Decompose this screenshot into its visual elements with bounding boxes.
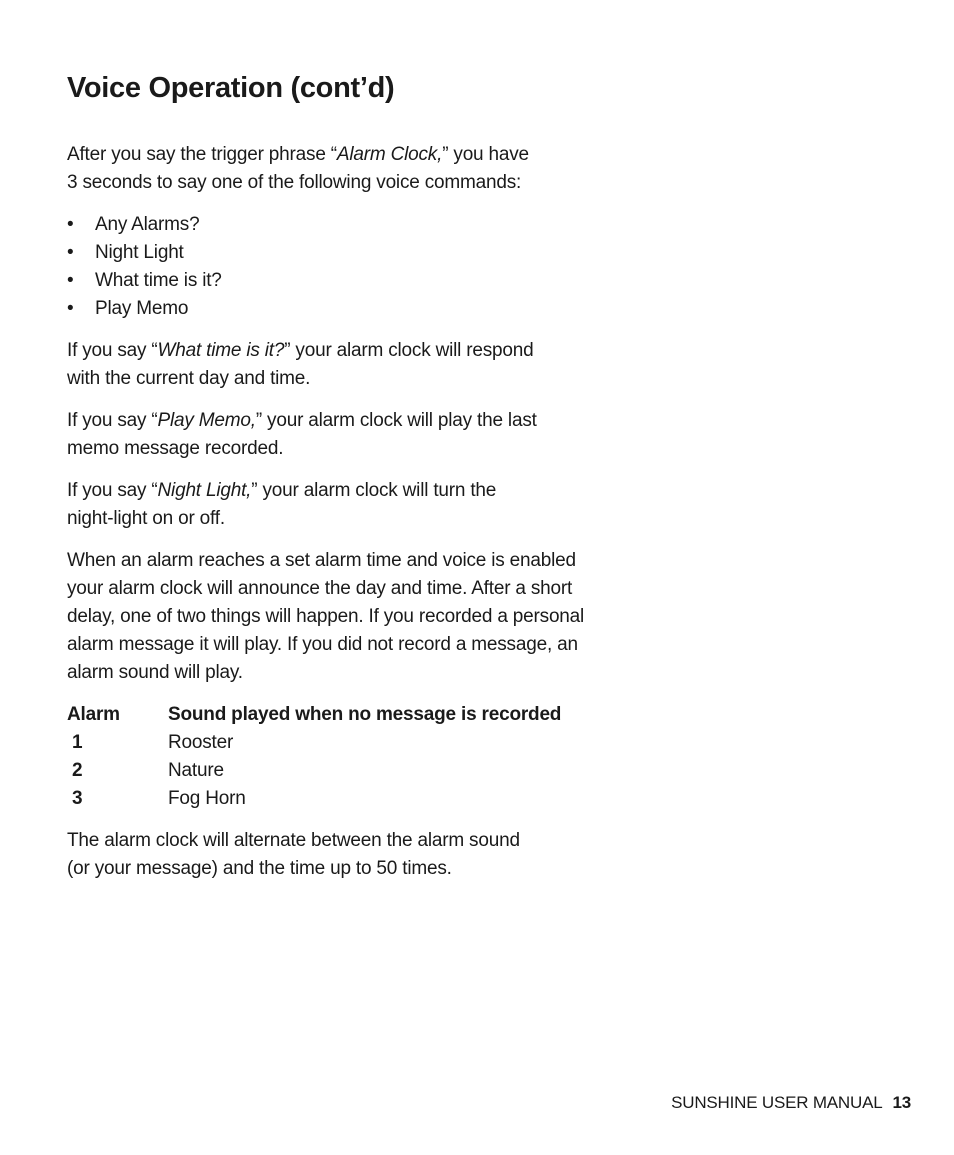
page-footer [671, 1092, 911, 1114]
bullet: • [67, 270, 74, 291]
list-item: • Any Alarms? [67, 211, 687, 239]
play-memo-paragraph: If you say “Play Memo,” your alarm clock will play the last memo message recorded. [67, 410, 537, 459]
what-time-paragraph: If you say “What time is it?” your alarm clock will respond with the current day and time. [67, 340, 534, 389]
alarm-paragraph: When an alarm reaches a set alarm time and voice is enabled your alarm clock will announce the day and time. After a short delay, one of two things will happen. If you recorded a personal alarm message it will play. If you did not record a message, an alarm sound will play. [67, 550, 585, 683]
column-header-sound: Sound played when no message is recorded [168, 704, 562, 725]
night-light-paragraph: If you say “Night Light,” your alarm clock will turn the night-light on or off. [67, 480, 497, 529]
bullet: • [67, 242, 74, 263]
alarm-number: 2 [72, 760, 83, 781]
page-title: Voice Operation (cont’d) [67, 72, 395, 104]
page-body [67, 141, 687, 897]
alarm-sound: Fog Horn [168, 788, 246, 809]
table-row [67, 729, 687, 757]
page-number: 13 [892, 1093, 911, 1112]
table-row [67, 785, 687, 813]
alarm-sound: Rooster [168, 732, 234, 753]
column-header-alarm: Alarm [67, 704, 120, 725]
manual-name: SUNSHINE USER MANUAL [671, 1093, 883, 1112]
closing-paragraph: The alarm clock will alternate between the alarm sound (or your message) and the time up to 50 times. [67, 830, 520, 879]
bullet: • [67, 298, 74, 319]
trigger-phrase: Alarm Clock, [336, 144, 443, 165]
list-item: • What time is it? [67, 267, 687, 295]
alarm-sound: Nature [168, 760, 224, 781]
list-item: • Play Memo [67, 295, 687, 323]
table-row [67, 757, 687, 785]
alarm-sound-table [67, 701, 687, 813]
alarm-number: 3 [72, 788, 83, 809]
bullet: • [67, 214, 74, 235]
list-item: • Night Light [67, 239, 687, 267]
voice-command-list [67, 211, 687, 323]
table-header-row [67, 701, 687, 729]
alarm-number: 1 [72, 732, 83, 753]
intro-paragraph: After you say the trigger phrase “Alarm Clock,” you have 3 seconds to say one of the following voice commands: [67, 144, 529, 193]
